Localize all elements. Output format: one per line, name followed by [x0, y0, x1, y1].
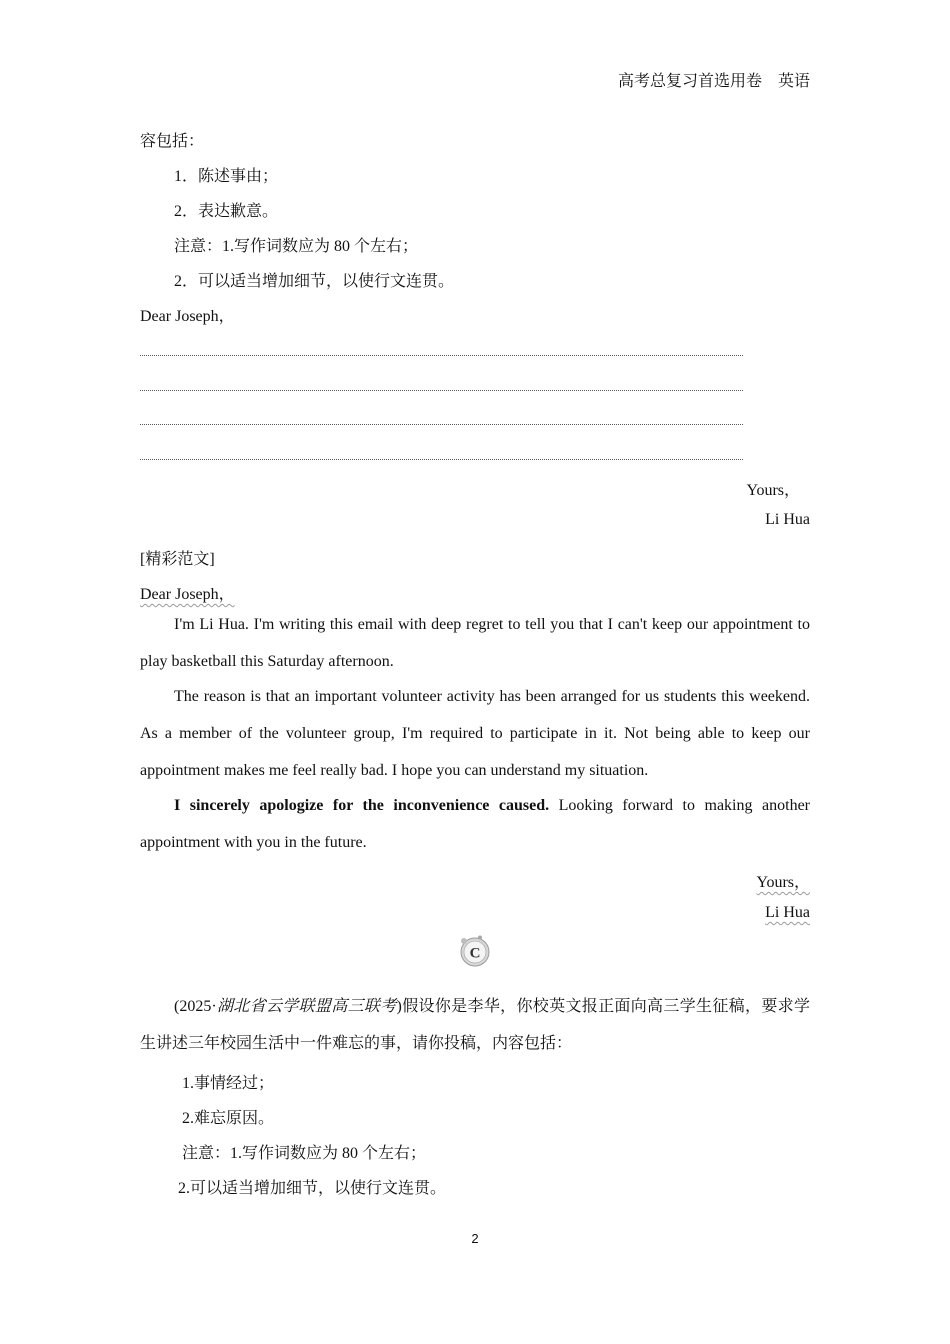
model-paragraph-1: I'm Li Hua. I'm writing this email with deep regret to tell you that I can't keep our appointment to play basketball this Saturday afternoon.	[140, 616, 810, 670]
task1-greeting: Dear Joseph，	[140, 308, 235, 325]
section-c-logo	[458, 934, 492, 968]
task2-note-1: 注意：1.写作词数应为 80 个左右；	[182, 1145, 427, 1162]
page-header: 高考总复习首选用卷 英语	[617, 73, 810, 90]
task2-note-2: 2.可以适当增加细节，以使行文连贯。	[178, 1180, 447, 1197]
answer-line-1	[140, 355, 743, 356]
answer-line-4	[140, 459, 743, 460]
task1-note-1: 注意：1.写作词数应为 80 个左右；	[174, 238, 419, 255]
model-key-sentence: I sincerely apologize for the inconvenience caused.	[174, 797, 550, 814]
page-number: 2	[471, 1231, 479, 1246]
model-signature-text: Li Hua	[765, 904, 810, 921]
task2-prompt	[140, 988, 810, 1062]
task1-item-1: 1．陈述事由；	[174, 168, 279, 185]
task1-item-2: 2．表达歉意。	[174, 203, 279, 220]
model-label: [精彩范文]	[140, 551, 215, 568]
model-greeting-text: Dear Joseph，	[140, 586, 235, 603]
task2-source-year: (2025·	[174, 998, 217, 1015]
task2-item-1: 1.事情经过；	[182, 1075, 275, 1092]
model-greeting	[140, 581, 235, 604]
model-paragraph-3-rest: Looking forward to making another appointment with you in the future.	[140, 797, 810, 851]
task2-source-name: 湖北省云学联盟高三联考	[216, 998, 397, 1015]
model-closing-text: Yours，	[756, 874, 810, 891]
task1-intro-tail: 容包括：	[140, 133, 205, 150]
section-c-letter: C	[469, 945, 481, 962]
task2-item-2: 2.难忘原因。	[182, 1110, 275, 1127]
model-paragraph-3	[140, 787, 810, 861]
task2-prompt-rest: )假设你是李华，你校英文报正面向高三学生征稿，要求学生讲述三年校园生活中一件难忘的事，请你投稿，内容包括：	[140, 998, 810, 1052]
answer-line-3	[140, 424, 743, 425]
task1-signature: Li Hua	[765, 511, 810, 528]
model-signature	[765, 904, 810, 922]
task1-note-2: 2．可以适当增加细节，以使行文连贯。	[174, 273, 455, 290]
answer-line-2	[140, 390, 743, 391]
model-closing	[756, 869, 810, 892]
task1-closing: Yours，	[746, 482, 800, 499]
model-paragraph-2: The reason is that an important volunteer activity has been arranged for us students this weekend. As a member of the volunteer group, I'm required to participate in it. Not being able to keep our appointment makes me feel really bad. I hope you can understand my situation.	[140, 688, 810, 779]
